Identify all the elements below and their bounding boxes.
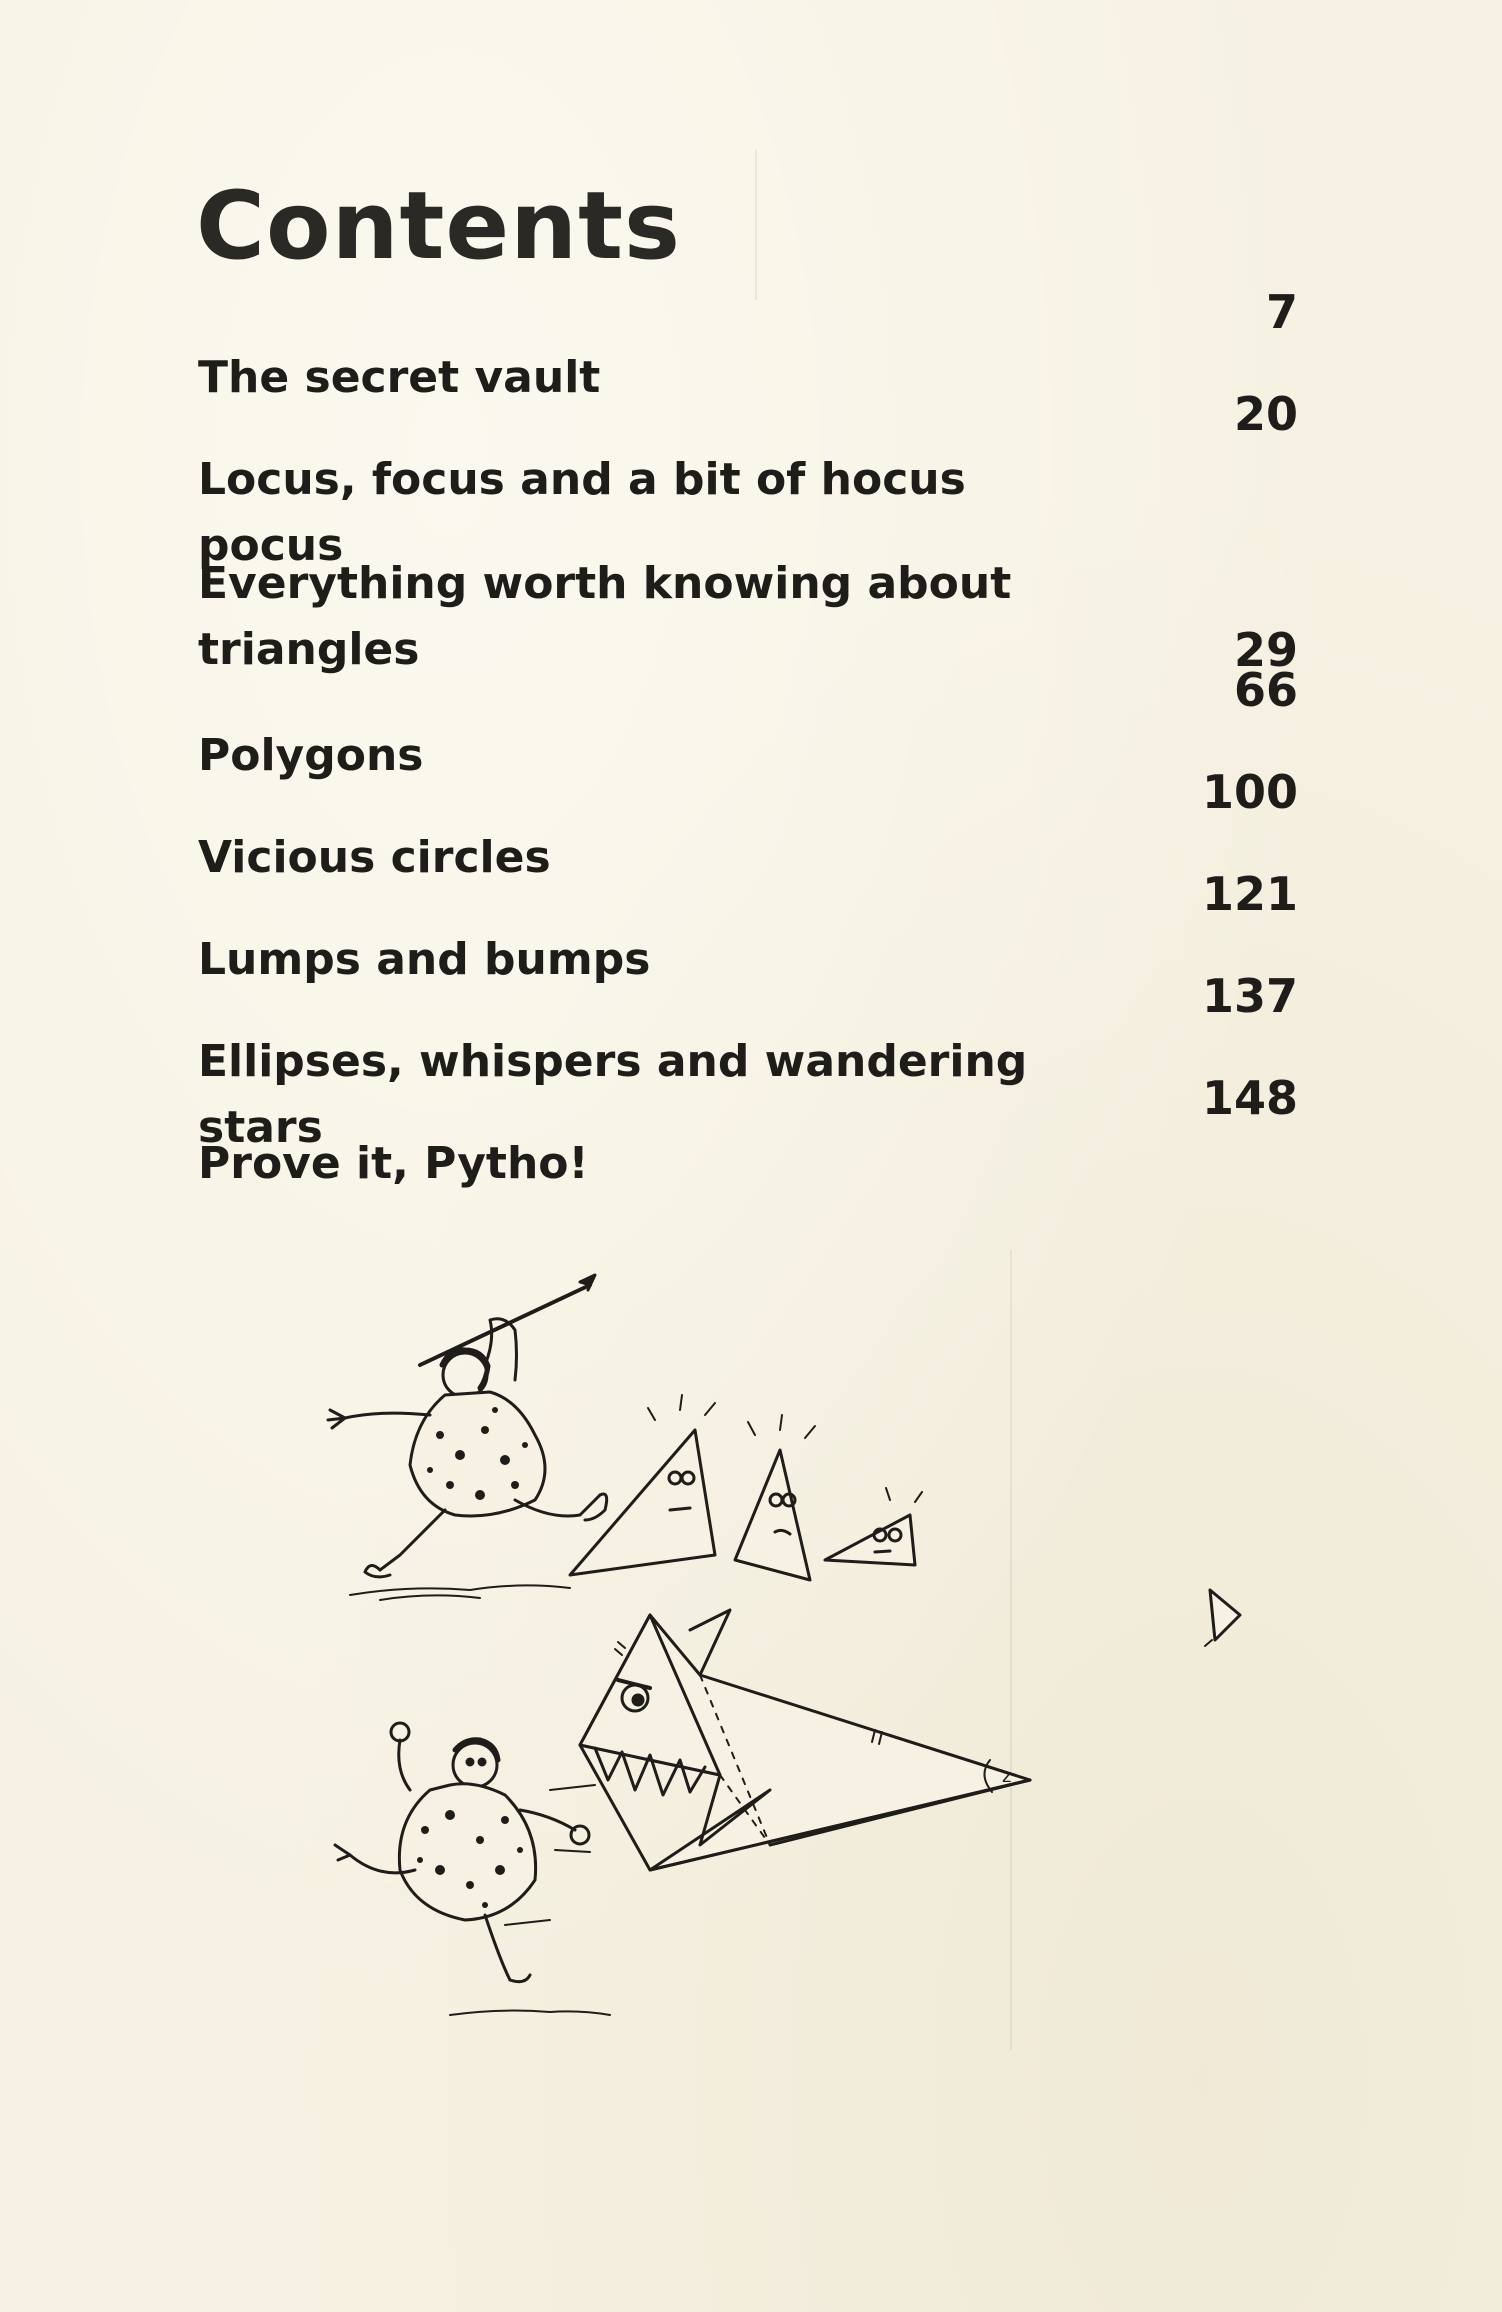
toc-entry-title: The secret vault — [198, 352, 601, 403]
toc-entry-page: 66 — [1233, 663, 1298, 717]
paper-show-through-line — [755, 150, 757, 300]
fleeing-caveman-icon — [335, 1723, 610, 2015]
frightened-triangle-icon — [825, 1488, 922, 1565]
toc-entry-page: 148 — [1201, 1071, 1298, 1125]
toc-entry-page: 100 — [1201, 765, 1298, 819]
caveman-with-spear-icon — [328, 1275, 607, 1600]
toc-entry-title: Ellipses, whispers and wandering stars — [198, 1036, 1028, 1153]
frightened-triangle-icon — [735, 1415, 815, 1580]
toc-entry-page: 121 — [1201, 867, 1298, 921]
toc-entry-title: Lumps and bumps — [198, 934, 651, 985]
toc-entry-title: Locus, focus and a bit of hocus pocus — [198, 454, 966, 571]
small-triangle-icon — [1205, 1590, 1240, 1646]
toc-entry-page: 7 — [1265, 285, 1298, 339]
angle-label: z — [1002, 1766, 1012, 1787]
frightened-triangle-icon — [570, 1395, 715, 1575]
toc-entry-title: Vicious circles — [198, 832, 551, 883]
toc-entry-page: 29 — [1233, 623, 1298, 677]
page-title: Contents — [196, 172, 681, 281]
triangle-shark-icon — [580, 1610, 1030, 1870]
toc-entry[interactable] — [198, 551, 1298, 683]
cartoon-illustration — [250, 1270, 1250, 2070]
toc-entry-title: Prove it, Pytho! — [198, 1138, 589, 1189]
toc-entry-page: 137 — [1201, 969, 1298, 1023]
toc-entry-title: Everything worth knowing about triangles — [198, 558, 1012, 675]
toc-entry-title: Polygons — [198, 730, 424, 781]
toc-entry-page: 20 — [1233, 387, 1298, 441]
